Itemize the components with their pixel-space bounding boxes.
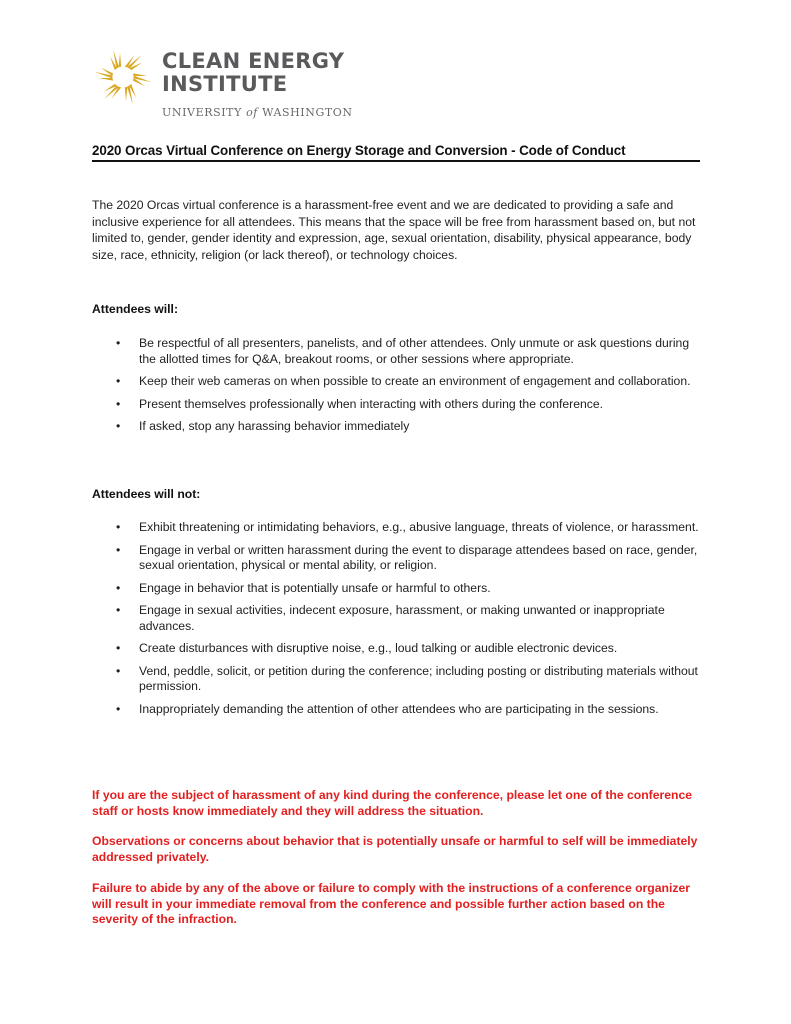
bullet-icon: •	[116, 701, 121, 716]
list-item-text: Exhibit threatening or intimidating behaviors, e.g., abusive language, threats of violence, or harassment.	[139, 520, 699, 534]
list-item-text: Be respectful of all presenters, panelists, and of other attendees. Only unmute or ask questions during the allotted times for Q&A, breakout rooms, or other sessions where appropriate.	[139, 336, 690, 366]
bullet-icon: •	[116, 663, 121, 678]
bullet-icon: •	[116, 396, 121, 411]
section-heading-attendees-will: Attendees will:	[92, 302, 179, 316]
attendees-will-list	[92, 336, 707, 442]
sunburst-ray	[119, 53, 122, 67]
list-item	[92, 397, 707, 413]
list-item	[92, 664, 707, 695]
intro-paragraph: The 2020 Orcas virtual conference is a harassment-free event and we are dedicated to providing a safe and inclusive experience for all attendees. This means that the space will be free from harassment based on, but not limited to, gender, gender identity and expression, age, sexual orientation, disability, physical appearance, body size, race, ethnicity, religion (or lack thereof), or technology choices.	[92, 198, 696, 262]
document-title: 2020 Orcas Virtual Conference on Energy Storage and Conversion - Code of Conduct	[92, 143, 626, 158]
list-item-text: If asked, stop any harassing behavior immediately	[139, 419, 410, 433]
list-item	[92, 336, 707, 367]
bullet-icon: •	[116, 641, 121, 655]
title-underline	[92, 160, 700, 162]
list-item	[92, 581, 707, 597]
list-item-text: Keep their web cameras on when possible to create an environment of engagement and collaboration.	[139, 374, 691, 388]
bullet-icon: •	[116, 419, 121, 433]
clean-energy-institute-logo	[92, 44, 392, 124]
bullet-icon: •	[116, 374, 121, 388]
attendees-will-not-list	[92, 520, 707, 724]
list-item	[92, 374, 707, 390]
logo-name	[162, 50, 344, 96]
list-item	[92, 419, 707, 435]
harassment-reporting-notice: If you are the subject of harassment of any kind during the conference, please let one of the conference staff or hosts know immediately and they will address the situation.	[92, 788, 693, 818]
list-item	[92, 603, 707, 634]
list-item-text: Create disturbances with disruptive noise, e.g., loud talking or audible electronic devices.	[139, 641, 618, 655]
bullet-icon: •	[116, 520, 121, 534]
list-item-text: Present themselves professionally when interacting with others during the conference.	[139, 396, 604, 411]
bullet-icon: •	[116, 336, 121, 350]
list-item	[92, 702, 707, 718]
logo-name-line-2: INSTITUTE	[162, 72, 288, 96]
list-item-text: Engage in sexual activities, indecent exposure, harassment, or making unwanted or inappropriate advances.	[139, 603, 665, 633]
list-item	[92, 520, 707, 536]
removal-warning-notice: Failure to abide by any of the above or failure to comply with the instructions of a conference organizer will result in your immediate removal from the conference and possible further action based on the severity of the infraction.	[92, 881, 690, 926]
list-item	[92, 641, 707, 657]
sunburst-ray	[99, 78, 113, 81]
list-item-text: Engage in behavior that is potentially unsafe or harmful to others.	[139, 580, 491, 595]
logo-name-line-1: CLEAN ENERGY	[162, 49, 345, 73]
sunburst-ray	[125, 87, 128, 101]
sunburst-ray	[133, 73, 147, 76]
list-item	[92, 543, 707, 574]
unsafe-behavior-notice: Observations or concerns about behavior that is potentially unsafe or harmful to self will be immediately addressed privately.	[92, 834, 698, 864]
bullet-icon: •	[116, 580, 121, 595]
logo-sub-washington: WASHINGTON	[257, 106, 353, 119]
list-item-text: Inappropriately demanding the attention of other attendees who are participating in the sessions.	[139, 701, 659, 716]
section-heading-attendees-will-not: Attendees will not:	[92, 487, 201, 501]
bullet-icon: •	[116, 542, 121, 557]
list-item-text: Vend, peddle, solicit, or petition during the conference; including posting or distributing materials without permission.	[139, 663, 698, 693]
list-item-text: Engage in verbal or written harassment during the event to disparage attendees based on race, gender, sexual orientation, physical or mental ability, or religion.	[139, 542, 698, 572]
logo-subtitle	[162, 106, 353, 119]
logo-sub-university: UNIVERSITY	[162, 106, 247, 119]
logo-sub-of: of	[246, 106, 258, 119]
bullet-icon: •	[116, 603, 121, 617]
sunburst-icon	[92, 46, 154, 108]
